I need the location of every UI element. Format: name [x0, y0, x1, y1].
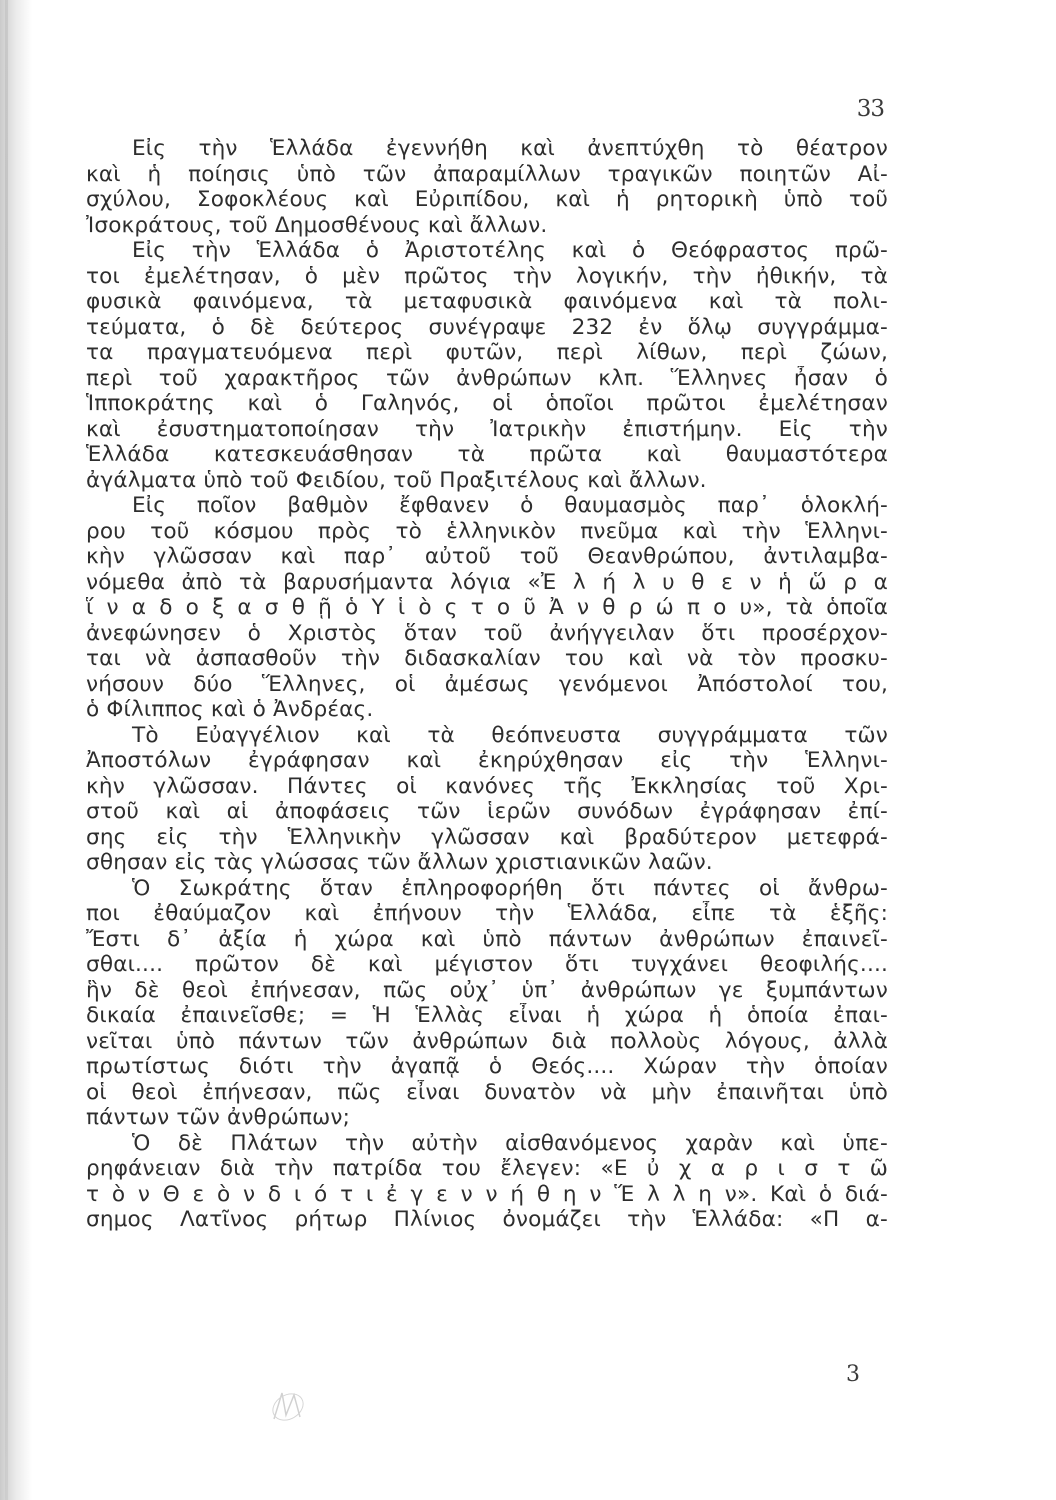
text-line: τα πραγματευόμενα περὶ φυτῶν, περὶ λίθων, περὶ ζώων,	[86, 340, 888, 365]
text-line: ὁ Φίλιππος καὶ ὁ Ἀνδρέας.	[86, 697, 374, 722]
text-line: κὴν γλῶσσαν καὶ παρ᾽ αὐτοῦ τοῦ Θεανθρώπου, ἀντιλαμβα-	[86, 544, 888, 569]
text-line: Ἑλλάδα κατεσκευάσθησαν τὰ πρῶτα καὶ θαυμαστότερα	[86, 442, 888, 467]
text-line: ἀνεφώνησεν ὁ Χριστὸς ὅταν τοῦ ἀνήγγειλαν ὅτι προσέρχον-	[86, 620, 888, 646]
text-line: νεῖται ὑπὸ πάντων τῶν ἀνθρώπων διὰ πολλοὺς λόγους, ἀλλὰ	[86, 1028, 888, 1054]
page-number: 33	[856, 96, 884, 122]
binding-edge	[5, 0, 8, 1500]
library-stamp-icon	[268, 1385, 308, 1425]
text-line: σχύλου, Σοφοκλέους καὶ Εὐριπίδου, καὶ ἡ ρητορικὴ ὑπὸ τοῦ	[86, 187, 888, 212]
text-line: οἱ θεοὶ ἐπήνεσαν, πῶς εἶναι δυνατὸν νὰ μὴν ἐπαινῆται ὑπὸ	[86, 1079, 888, 1105]
text-line: δικαία ἐπαινεῖσθε; = Ἡ Ἑλλὰς εἶναι ἡ χώρα ἡ ὁποία ἐπαι-	[86, 1003, 888, 1028]
text-line: τ ὸ ν Θ ε ὸ ν δ ι ό τ ι ἐ γ ε ν ν ή θ η ν Ἕ λ λ η ν». Καὶ ὁ διά-	[86, 1181, 888, 1207]
text-line: πρωτίστως διότι τὴν ἀγαπᾷ ὁ Θεός.... Χώραν τὴν ὁποίαν	[86, 1054, 888, 1079]
text-line: σης εἰς τὴν Ἑλληνικὴν γλῶσσαν καὶ βραδύτερον μετεφρά-	[86, 824, 888, 850]
text-line: Τὸ Εὐαγγέλιον καὶ τὰ θεόπνευστα συγγράμματα τῶν	[132, 722, 888, 748]
text-line: ἵ ν α δ ο ξ α σ θ ῇ ὁ Υ ἱ ὸ ς τ ο ῦ Ἀ ν θ ρ ώ π ο υ», τὰ ὁποῖα	[86, 595, 888, 620]
text-line: κὴν γλῶσσαν. Πάντες οἱ κανόνες τῆς Ἐκκλησίας τοῦ Χρι-	[86, 773, 888, 799]
text-line: Ἰσοκράτους, τοῦ Δημοσθένους καὶ ἄλλων.	[86, 212, 548, 238]
text-line: ἣν δὲ θεοὶ ἐπήνεσαν, πῶς οὐχ᾽ ὑπ᾽ ἀνθρώπων γε ξυμπάντων	[86, 977, 888, 1003]
text-line: σθαι.... πρῶτον δὲ καὶ μέγιστον ὅτι τυγχάνει θεοφιλής....	[86, 952, 888, 977]
text-line: Ἀποστόλων ἐγράφησαν καὶ ἐκηρύχθησαν εἰς τὴν Ἑλληνι-	[86, 748, 888, 773]
body-text	[86, 136, 888, 1233]
text-line: φυσικὰ φαινόμενα, τὰ μεταφυσικὰ φαινόμενα καὶ τὰ πολι-	[86, 289, 888, 314]
text-line: περὶ τοῦ χαρακτῆρος τῶν ἀνθρώπων κλπ. Ἕλληνες ἦσαν ὁ	[86, 365, 888, 391]
text-line: νόμεθα ἀπὸ τὰ βαρυσήμαντα λόγια «Ἐ λ ή λ υ θ ε ν ἡ ὥ ρ α	[86, 569, 888, 595]
text-line: Ὁ Σωκράτης ὅταν ἐπληροφορήθη ὅτι πάντες οἱ ἄνθρω-	[132, 875, 888, 901]
text-line: νήσουν δύο Ἕλληνες, οἱ ἀμέσως γενόμενοι Ἀπόστολοί του,	[86, 671, 888, 697]
text-line: πάντων τῶν ἀνθρώπων;	[86, 1105, 351, 1130]
text-line: ται νὰ ἀσπασθοῦν τὴν διδασκαλίαν του καὶ νὰ τὸν προσκυ-	[86, 646, 888, 671]
text-line: στοῦ καὶ αἱ ἀποφάσεις τῶν ἱερῶν συνόδων ἐγράφησαν ἐπί-	[86, 799, 888, 824]
text-line: Εἰς τὴν Ἑλλάδα ἐγεννήθη καὶ ἀνεπτύχθη τὸ θέατρον	[132, 136, 888, 161]
sheet-signature: 3	[846, 1362, 860, 1387]
text-line: σημος Λατῖνος ρήτωρ Πλίνιος ὀνομάζει τὴν Ἑλλάδα: «Π α-	[86, 1207, 888, 1232]
text-line: τοι ἐμελέτησαν, ὁ μὲν πρῶτος τὴν λογικήν, τὴν ἠθικήν, τὰ	[86, 263, 888, 289]
text-line: Εἰς ποῖον βαθμὸν ἔφθανεν ὁ θαυμασμὸς παρ᾽ ὁλοκλή-	[132, 493, 888, 518]
text-line: καὶ ἐσυστηματοποίησαν τὴν Ἰατρικὴν ἐπιστήμην. Εἰς τὴν	[86, 416, 888, 442]
text-line: ρου τοῦ κόσμου πρὸς τὸ ἑλληνικὸν πνεῦμα καὶ τὴν Ἑλληνι-	[86, 518, 888, 544]
text-line: Ἱπποκράτης καὶ ὁ Γαληνός, οἱ ὁποῖοι πρῶτοι ἐμελέτησαν	[86, 391, 888, 416]
text-line: ἀγάλματα ὑπὸ τοῦ Φειδίου, τοῦ Πραξιτέλους καὶ ἄλλων.	[86, 467, 707, 493]
text-line: ποι ἐθαύμαζον καὶ ἐπήνουν τὴν Ἑλλάδα, εἶπε τὰ ἑξῆς:	[86, 901, 888, 926]
text-line: σθησαν εἰς τὰς γλώσσας τῶν ἄλλων χριστιανικῶν λαῶν.	[86, 850, 713, 875]
text-line: Ἔστι δ᾽ ἀξία ἡ χώρα καὶ ὑπὸ πάντων ἀνθρώπων ἐπαινεῖ-	[86, 926, 888, 952]
text-line: τεύματα, ὁ δὲ δεύτερος συνέγραψε 232 ἐν ὅλῳ συγγράμμα-	[86, 314, 888, 340]
text-line: ρηφάνειαν διὰ τὴν πατρίδα του ἔλεγεν: «Ε ὐ χ α ρ ι σ τ ῶ	[86, 1156, 888, 1181]
text-line: Εἰς τὴν Ἑλλάδα ὁ Ἀριστοτέλης καὶ ὁ Θεόφραστος πρῶ-	[132, 238, 888, 263]
text-line: Ὁ δὲ Πλάτων τὴν αὐτὴν αἰσθανόμενος χαρὰν καὶ ὑπε-	[132, 1130, 888, 1156]
text-line: καὶ ἡ ποίησις ὑπὸ τῶν ἀπαραμίλλων τραγικῶν ποιητῶν Αἰ-	[86, 161, 888, 187]
